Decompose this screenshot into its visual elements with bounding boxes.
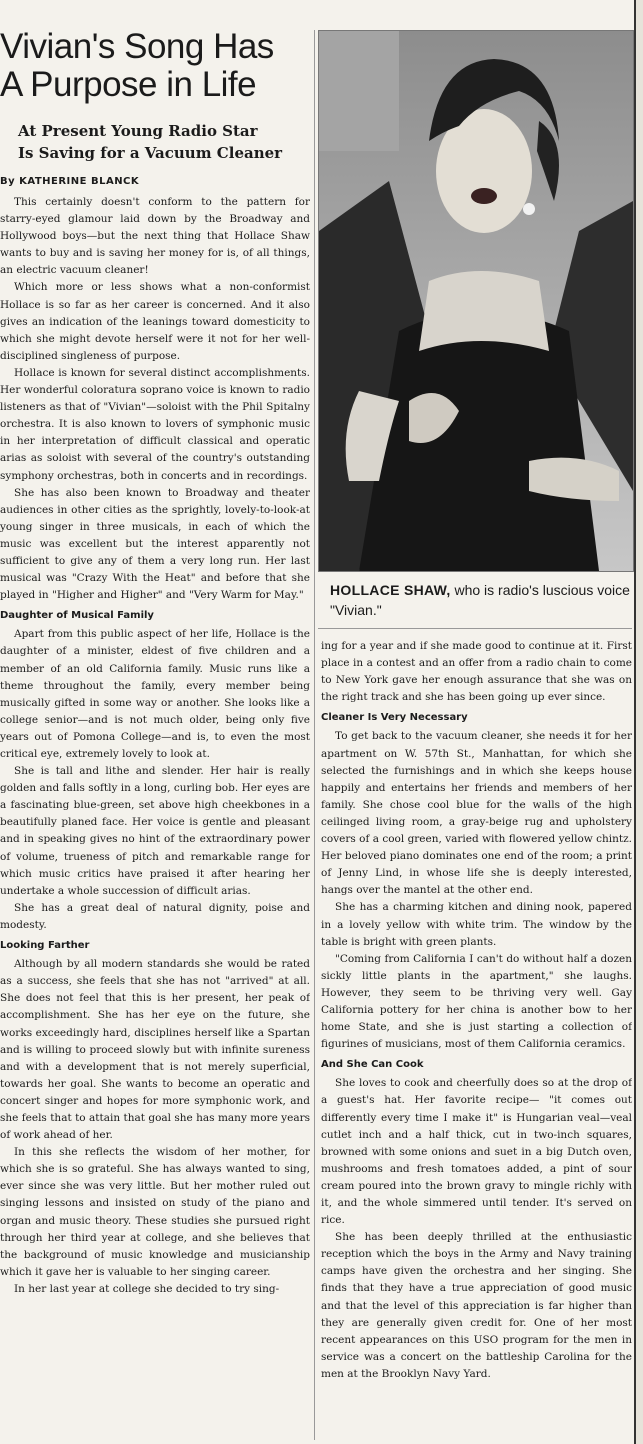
paragraph: This certainly doesn't conform to the pattern for starry-eyed glamour laid down by the Broadway and Hollywood boys—but the next thing that Hollace Shaw wants to buy and is saving her money for is, of all things, an electric vacuum cleaner! bbox=[0, 196, 310, 277]
paragraph: Apart from this public aspect of her life, Hollace is the daughter of a minister, eldest of five children and a member of an old California family. Music runs like a theme throughout the family, every member being musically gifted in some way or another. She looks like a college senior—and is not much older, being only five years out of Pomona College—and is, to even the most critical eye, extremely lovely to look at. bbox=[0, 628, 310, 760]
article-column-2 bbox=[321, 638, 632, 1444]
caption-name: HOLLACE SHAW, bbox=[330, 582, 451, 598]
headline bbox=[0, 28, 310, 104]
section-subheading: Daughter of Musical Family bbox=[0, 610, 154, 622]
paragraph: She loves to cook and cheerfully does so at the drop of a guest's hat. Her favorite recipe— "it comes out differently every time I make it" is Hungarian veal—veal cutlet inch and a half thick, cut in two-inch squares, browned with some onions and suet in a big Dutch oven, mushrooms and fresh tomatoes added, a pint of sour cream poured into the brown gravy to mingle richly with it, and the whole simmered until tender. It's served on rice. bbox=[321, 1077, 632, 1227]
paragraph: She has a charming kitchen and dining nook, papered in a lovely yellow with white trim. The window by the table is bright with green plants. bbox=[321, 901, 632, 948]
caption-divider bbox=[318, 628, 632, 629]
photo-caption bbox=[330, 580, 630, 620]
paragraph: To get back to the vacuum cleaner, she needs it for her apartment on W. 57th St., Manhattan, for which she selected the furnishings and in which she keeps house happily and entertains her friends and members of her family. She chose cool blue for the walls of the high ceilinged living room, a gray-beige rug and upholstery covers of a cool green, varied with flowered yellow chintz. Her beloved piano dominates one end of the room; a print of Jenny Lind, in whose life she is deeply interested, hangs over the mantel at the other end. bbox=[321, 730, 632, 897]
paragraph: She has been deeply thrilled at the enthusiastic reception which the boys in the Army and Navy training camps have given the orchestra and her singing. She finds that they have a true appreciation of good music and that the level of this appreciation is far higher than they are generally given credit for. One of her most recent appearances on this USO program for the men in service was a concert on the battleship Carolina for the men at the Brooklyn Navy Yard. bbox=[321, 1231, 632, 1380]
paragraph: In this she reflects the wisdom of her mother, for which she is so grateful. She has always wanted to sing, ever since she was very little. But her mother ruled out singing lessons and insisted on study of the piano and organ and music theory. These studies she pursued right through her third year at college, and she believes that the background of music knowledge and musicianship which it gave her is valuable to her singing career. bbox=[0, 1146, 310, 1278]
paragraph: Although by all modern standards she would be rated as a success, she feels that she has not "arrived" at all. She does not feel that this is her present, her peak of accomplishment. She has her eye on the future, she works exceedingly hard, disciplines herself like a Spartan and is willing to proceed slowly but with infinite sureness and with a development that is not merely superficial, towards her goal. She wants to become an operatic and concert singer and hopes for more symphonic work, and she feels that to attain that goal she has many more years of work ahead of her. bbox=[0, 958, 310, 1142]
section-subheading: Looking Farther bbox=[0, 940, 90, 952]
subheadline bbox=[18, 120, 318, 164]
paragraph: Hollace is known for several distinct accomplishments. Her wonderful coloratura soprano voice is known to radio listeners as that of "Vivian"—soloist with the Phil Spitalny orchestra. It is also known to lovers of symphonic music in her interpretation of difficult classical and operatic arias as soloist with several of the country's outstanding symphony orchestras, both in concerts and in recordings. bbox=[0, 366, 310, 482]
subheadline-line-2: Is Saving for a Vacuum Cleaner bbox=[18, 144, 283, 162]
paragraph: She has a great deal of natural dignity, poise and modesty. bbox=[0, 901, 310, 931]
subheadline-line-1: At Present Young Radio Star bbox=[18, 122, 258, 140]
paragraph: She has also been known to Broadway and theater audiences in other cities as the sprightly, lovely-to-look-at young singer in three musicals, in each of which the music was excellent but the interest apparently not sufficient to give any of them a very long run. Her last musical was "Crazy With the Heat" and before that she played in "Higher and Higher" and "Very Warm for May." bbox=[0, 486, 310, 602]
paragraph: She is tall and lithe and slender. Her hair is really golden and falls softly in a long, curling bob. Her eyes are a fascinating blue-green, set above high cheekbones in a beautifully planed face. Her voice is gentle and pleasant and in speaking gives no hint of the extraordinary power of volume, trueness of pitch and remarkable range for which music critics have praised it after hearing her undertake a whole succession of difficult arias. bbox=[0, 765, 310, 897]
section-subheading: Cleaner Is Very Necessary bbox=[321, 712, 468, 724]
page-edge bbox=[634, 0, 643, 1444]
column-divider bbox=[314, 30, 315, 1440]
paragraph: "Coming from California I can't do without half a dozen sickly little plants in the apartment," she laughs. However, they seem to be thriving very well. Gay California pottery for her china is another bow to her home State, and she is just starting a collection of figurines of musicians, most of them California ceramics. bbox=[321, 952, 632, 1051]
byline: By KATHERINE BLANCK bbox=[0, 176, 140, 187]
caption-text: who is radio's luscious voice "Vivian." bbox=[330, 582, 630, 618]
paragraph: ing for a year and if she made good to continue at it. First place in a contest and an offer from a radio chain to come to New York gave her enough assurance that she was on the right track and she has been going up ever since. bbox=[321, 640, 632, 704]
headline-line-1: Vivian's Song Has bbox=[0, 27, 274, 66]
paragraph: Which more or less shows what a non-conformist Hollace is so far as her career is concerned. And it also gives an indication of the leanings toward domesticity to which she might devote herself were it not for her well-disciplined singleness of purpose. bbox=[0, 281, 310, 362]
portrait-photo bbox=[318, 30, 634, 572]
paragraph: In her last year at college she decided to try sing- bbox=[14, 1282, 280, 1295]
portrait-illustration bbox=[319, 31, 633, 571]
section-subheading: And She Can Cook bbox=[321, 1059, 424, 1071]
headline-line-2: A Purpose in Life bbox=[0, 65, 257, 104]
article-column-1 bbox=[0, 194, 310, 1440]
